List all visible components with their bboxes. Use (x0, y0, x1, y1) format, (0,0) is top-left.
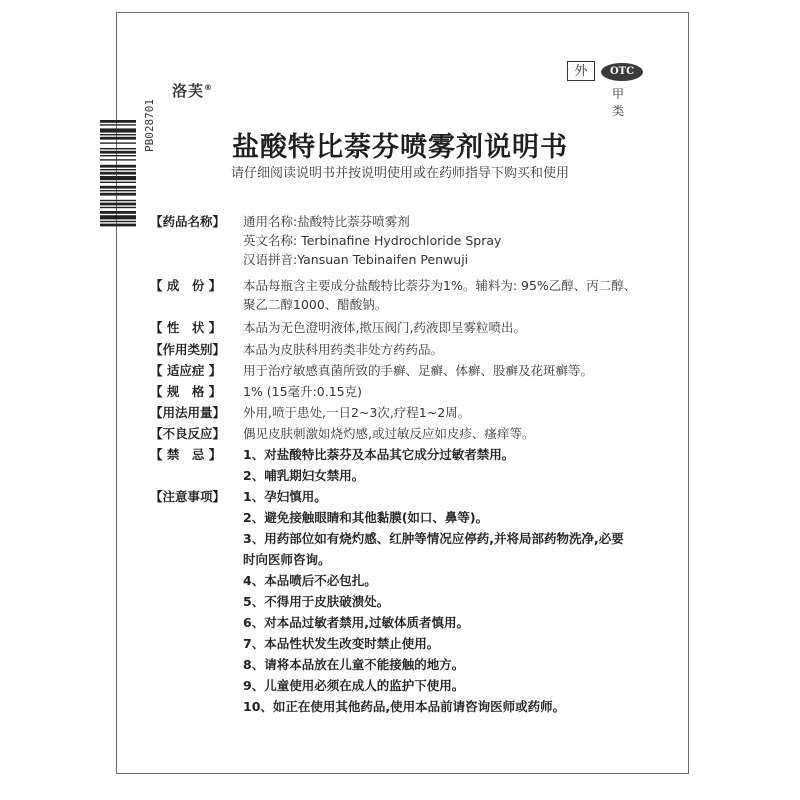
category-label: 甲类 (612, 87, 625, 118)
document-title: 盐酸特比萘芬喷雾剂说明书 (232, 132, 568, 163)
section-label: 【不良反应】 (150, 426, 226, 441)
section-line: 10、如正在使用其他药品,使用本品前请咨询医师或药师。 (243, 699, 566, 714)
section-label: 【 适应症 】 (150, 363, 222, 378)
document-subtitle: 请仔细阅读说明书并按说明使用或在药师指导下购买和使用 (230, 166, 569, 181)
section-line: 1、孕妇慎用。 (243, 489, 327, 504)
external-use-badge: 外 (567, 61, 595, 81)
section-label: 【作用类别】 (150, 342, 226, 357)
section-line: 8、请将本品放在儿童不能接触的地方。 (243, 657, 465, 672)
section-line: 6、对本品过敏者禁用,过敏体质者慎用。 (243, 615, 469, 630)
section-line: 聚乙二醇1000、醋酸钠。 (243, 297, 388, 312)
section-line: 英文名称: Terbinafine Hydrochloride Spray (243, 233, 502, 248)
section-line: 时向医师咨询。 (243, 552, 331, 567)
section-line: 通用名称:盐酸特比萘芬喷雾剂 (243, 214, 410, 229)
section-label: 【注意事项】 (150, 489, 226, 504)
section-line: 本品每瓶含主要成分盐酸特比萘芬为1%。辅料为: 95%乙醇、丙二醇、 (243, 278, 637, 293)
section-label: 【 性 状 】 (150, 320, 222, 335)
section-line: 5、不得用于皮肤破溃处。 (243, 594, 390, 609)
section-line: 1% (15毫升:0.15克) (243, 384, 363, 399)
section-label: 【 成 份 】 (150, 278, 222, 293)
section-label: 【药品名称】 (150, 214, 226, 229)
section-line: 4、本品喷后不必包扎。 (243, 573, 377, 588)
section-line: 1、对盐酸特比萘芬及本品其它成分过敏者禁用。 (243, 447, 515, 462)
section-line: 2、哺乳期妇女禁用。 (243, 468, 365, 483)
section-line: 偶见皮肤刺激如烧灼感,或过敏反应如皮疹、瘙痒等。 (243, 426, 535, 441)
brand-logo: 洛芙® (172, 82, 214, 100)
section-label: 【 规 格 】 (150, 384, 222, 399)
section-label: 【 禁 忌 】 (150, 447, 222, 462)
section-line: 汉语拼音:Yansuan Tebinaifen Penwuji (243, 252, 469, 267)
section-line: 9、儿童使用必须在成人的监护下使用。 (243, 678, 465, 693)
otc-badge: OTC (601, 63, 643, 81)
section-line: 用于治疗敏感真菌所致的手癣、足癣、体癣、股癣及花斑癣等。 (243, 363, 594, 378)
section-line: 2、避免接触眼睛和其他黏膜(如口、鼻等)。 (243, 510, 489, 525)
section-line: 本品为无色澄明液体,揿压阀门,药液即呈雾粒喷出。 (243, 320, 526, 335)
section-line: 外用,喷于患处,一日2~3次,疗程1~2周。 (243, 405, 471, 420)
section-label: 【用法用量】 (150, 405, 226, 420)
section-line: 7、本品性状发生改变时禁止使用。 (243, 636, 440, 651)
section-line: 本品为皮肤科用药类非处方药药品。 (243, 342, 444, 357)
section-line: 3、用药部位如有烧灼感、红肿等情况应停药,并将局部药物洗净,必要 (243, 531, 624, 546)
barcode-number: PB028701 (143, 99, 156, 152)
